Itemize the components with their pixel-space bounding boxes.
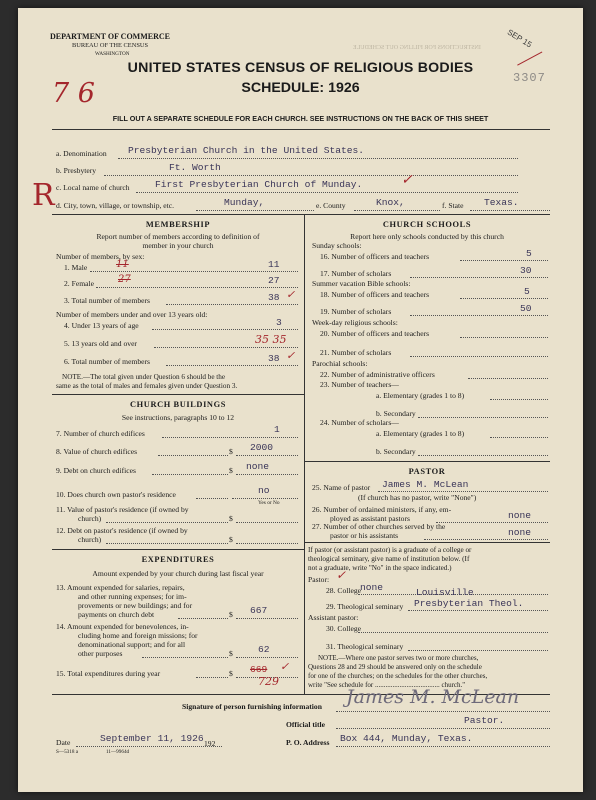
graduate-note-2: theological seminary, give name of institution below. (If bbox=[308, 555, 470, 563]
church-buildings-title: CHURCH BUILDINGS bbox=[130, 400, 226, 409]
total-members-6-label: 6. Total number of members bbox=[64, 357, 151, 366]
form-title: UNITED STATES CENSUS OF RELIGIOUS BODIES bbox=[127, 60, 474, 76]
presbytery-value: Ft. Worth bbox=[169, 162, 221, 173]
assistant-pastor-label: Assistant pastor: bbox=[308, 613, 359, 622]
q13-line-4: payments on church debt bbox=[78, 610, 155, 619]
q30-label: 30. College bbox=[326, 624, 362, 633]
q13-line-3: provements or new buildings; and for bbox=[78, 601, 193, 610]
female-value: 27 bbox=[268, 275, 280, 286]
q8-label: 8. Value of church edifices bbox=[56, 447, 138, 456]
handwritten-check-total-3: ✓ bbox=[286, 288, 296, 301]
pastor-note-2: Questions 28 and 29 should be answered only on the schedule bbox=[308, 663, 482, 671]
denomination-value: Presbyterian Church in the United States. bbox=[128, 145, 365, 156]
schedule-title: SCHEDULE: 1926 bbox=[241, 80, 360, 96]
header-rule bbox=[52, 129, 550, 130]
q19-label: 19. Number of scholars bbox=[320, 307, 392, 316]
q9-amount-line bbox=[236, 474, 298, 475]
under-13-label: 4. Under 13 years of age bbox=[64, 321, 139, 330]
instruction-line: FILL OUT A SEPARATE SCHEDULE FOR EACH CHURCH. SEE INSTRUCTIONS ON THE BACK OF THIS SHEET bbox=[112, 114, 489, 123]
church-buildings-intro: See instructions, paragraphs 10 to 12 bbox=[121, 413, 235, 422]
age-intro-label: Number of members under and over 13 years old: bbox=[56, 310, 208, 319]
membership-note-1: NOTE.—The total given under Question 6 should be the bbox=[62, 373, 226, 381]
q8-amount-line bbox=[236, 455, 298, 456]
q14-amount-line bbox=[236, 657, 298, 658]
sections-top-rule bbox=[52, 214, 550, 215]
membership-intro-1: Report number of members according to definition of bbox=[96, 232, 260, 241]
q30-line bbox=[358, 632, 548, 633]
expenditures-intro: Amount expended by your church during last fiscal year bbox=[92, 569, 264, 578]
form-code-2: 11—9964d bbox=[106, 749, 130, 755]
q10-value: no bbox=[258, 485, 270, 496]
q14-line-2: cluding home and foreign missions; for bbox=[78, 631, 198, 640]
q10-label: 10. Does church own pastor's residence bbox=[56, 490, 176, 499]
q17-value: 30 bbox=[520, 265, 532, 276]
column-divider bbox=[304, 214, 305, 694]
state-label: f. State bbox=[442, 201, 464, 210]
over-13-value: 35 35 bbox=[255, 333, 287, 346]
po-address-line bbox=[336, 746, 550, 747]
q14-line-1: 14. Amount expended for benevolences, in- bbox=[56, 622, 189, 631]
q24b-line bbox=[418, 455, 548, 456]
handwritten-check-total-6: ✓ bbox=[286, 349, 296, 362]
graduate-note-1: If pastor (or assistant pastor) is a graduate of a college or bbox=[308, 546, 472, 554]
q15-dollar: $ bbox=[229, 669, 233, 678]
washington-label: WASHINGTON bbox=[95, 51, 130, 57]
department-label: DEPARTMENT OF COMMERCE bbox=[50, 32, 171, 41]
male-label: 1. Male bbox=[64, 263, 88, 272]
date-label: Date bbox=[56, 738, 71, 747]
q29-label: 29. Theological seminary bbox=[326, 602, 404, 611]
q8-value: 2000 bbox=[250, 442, 274, 453]
signature: James M. McLean bbox=[346, 686, 520, 708]
total-members-3-label: 3. Total number of members bbox=[64, 296, 151, 305]
over-13-line bbox=[154, 347, 298, 348]
female-line bbox=[96, 287, 298, 288]
presbytery-line bbox=[104, 175, 518, 176]
q7-line bbox=[162, 437, 298, 438]
q7-label: 7. Number of church edifices bbox=[56, 429, 145, 438]
po-address-value: Box 444, Munday, Texas. bbox=[340, 733, 473, 744]
q14-line bbox=[142, 657, 228, 658]
buildings-bottom-rule bbox=[52, 549, 304, 550]
census-schedule-sheet bbox=[18, 8, 583, 792]
q31-line bbox=[408, 650, 548, 651]
q10-line bbox=[196, 498, 228, 499]
membership-intro-2: member in your church bbox=[142, 241, 214, 250]
handwritten-number: 7 6 bbox=[52, 78, 95, 109]
q11-label-2: church) bbox=[78, 514, 102, 523]
q26-label-2: ployed as assistant pastors bbox=[330, 514, 410, 523]
q13-line bbox=[178, 618, 228, 619]
local-name-line bbox=[136, 192, 518, 193]
q29-value-line-1: Louisville bbox=[416, 587, 474, 598]
q27-label-2: pastor or his assistants bbox=[330, 531, 399, 540]
q29-value-line-2: Presbyterian Theol. bbox=[414, 598, 524, 609]
q9-line bbox=[152, 474, 228, 475]
q7-value: 1 bbox=[274, 424, 280, 435]
q23b-label: b. Secondary bbox=[376, 409, 416, 418]
total-members-3-value: 38 bbox=[268, 292, 280, 303]
received-stamp-date: SEP 15 bbox=[505, 27, 534, 50]
q18-label: 18. Number of officers and teachers bbox=[320, 290, 430, 299]
q26-value: none bbox=[508, 510, 532, 521]
q10-answer-line bbox=[232, 498, 298, 499]
date-year-prefix: 192 bbox=[204, 739, 216, 748]
graduate-note-3: not a graduate, write "No" in the space indicated.) bbox=[308, 564, 452, 572]
official-title-label: Official title bbox=[286, 720, 326, 729]
q11-dollar: $ bbox=[229, 514, 233, 523]
signature-label: Signature of person furnishing information bbox=[182, 702, 322, 711]
official-title-value: Pastor. bbox=[464, 715, 505, 726]
q14-line-3: denominational support; and for all bbox=[78, 640, 186, 649]
q24b-label: b. Secondary bbox=[376, 447, 416, 456]
city-line bbox=[196, 210, 314, 211]
official-title-line bbox=[336, 728, 550, 729]
presbytery-label: b. Presbytery bbox=[56, 166, 97, 175]
church-schools-intro: Report here only schools conducted by this church bbox=[350, 232, 504, 241]
male-struck-value: 11 bbox=[116, 259, 129, 270]
q17-line bbox=[410, 277, 548, 278]
handwritten-check-pastor: ✓ bbox=[336, 568, 347, 582]
q28-value: none bbox=[360, 582, 384, 593]
q23a-line bbox=[490, 399, 548, 400]
membership-title: MEMBERSHIP bbox=[145, 220, 211, 229]
q13-line-2: and other running expenses; for im- bbox=[78, 592, 187, 601]
state-value: Texas. bbox=[484, 197, 519, 208]
city-label: d. City, town, village, or township, etc. bbox=[56, 201, 175, 210]
bureau-label: BUREAU OF THE CENSUS bbox=[72, 42, 149, 49]
q27-line bbox=[424, 539, 548, 540]
female-label: 2. Female bbox=[64, 279, 94, 288]
handwritten-check-q15: ✓ bbox=[280, 660, 290, 673]
q29-line bbox=[408, 610, 548, 611]
q21-label: 21. Number of scholars bbox=[320, 348, 392, 357]
q22-label: 22. Number of administrative officers bbox=[320, 370, 435, 379]
city-value: Munday, bbox=[224, 197, 265, 208]
q27-label-1: 27. Number of other churches served by the bbox=[312, 522, 446, 531]
members-by-sex-label: Number of members, by sex: bbox=[56, 252, 145, 261]
q20-label: 20. Number of officers and teachers bbox=[320, 329, 430, 338]
q10-hint: Yes or No bbox=[258, 500, 280, 506]
q23-label: 23. Number of teachers— bbox=[320, 380, 399, 389]
q26-line bbox=[436, 522, 548, 523]
q12-amount-line bbox=[236, 543, 298, 544]
denomination-label: a. Denomination bbox=[56, 149, 107, 158]
county-line bbox=[354, 210, 440, 211]
over-13-label: 5. 13 years old and over bbox=[64, 339, 137, 348]
q17-label: 17. Number of scholars bbox=[320, 269, 392, 278]
denomination-line bbox=[118, 158, 518, 159]
q11-label-1: 11. Value of pastor's residence (if owned by bbox=[56, 505, 189, 514]
date-line bbox=[76, 746, 222, 747]
total-members-3-line bbox=[166, 304, 298, 305]
q16-line bbox=[460, 260, 548, 261]
q27-value: none bbox=[508, 527, 532, 538]
q14-value: 62 bbox=[258, 644, 270, 655]
q13-dollar: $ bbox=[229, 610, 233, 619]
total-members-6-value: 38 bbox=[268, 353, 280, 364]
pastor-note-4: write "See schedule for ..................................... church." bbox=[308, 681, 466, 689]
parochial-schools-label: Parochial schools: bbox=[312, 359, 368, 368]
q21-line bbox=[410, 356, 548, 357]
q31-label: 31. Theological seminary bbox=[326, 642, 404, 651]
po-address-label: P. O. Address bbox=[286, 738, 330, 747]
q19-value: 50 bbox=[520, 303, 532, 314]
handwritten-checkmark-local-name: ✓ bbox=[401, 172, 413, 188]
q9-value: none bbox=[246, 461, 270, 472]
handwritten-r-mark: R bbox=[32, 178, 55, 213]
state-line bbox=[470, 210, 550, 211]
church-schools-title: CHURCH SCHOOLS bbox=[382, 220, 472, 229]
q22-line bbox=[468, 378, 548, 379]
q9-label: 9. Debt on church edifices bbox=[56, 466, 136, 475]
male-value: 11 bbox=[268, 259, 280, 270]
q25-label: 25. Name of pastor bbox=[312, 483, 371, 492]
membership-note-2: same as the total of males and females given under Question 3. bbox=[56, 382, 238, 390]
total-members-6-line bbox=[166, 365, 298, 366]
local-name-value: First Presbyterian Church of Munday. bbox=[155, 179, 363, 190]
local-name-label: c. Local name of church bbox=[56, 183, 130, 192]
q13-amount-line bbox=[236, 618, 298, 619]
sunday-schools-label: Sunday schools: bbox=[312, 241, 362, 250]
q20-line bbox=[460, 337, 548, 338]
q12-label-2: church) bbox=[78, 535, 102, 544]
q14-line-4: other purposes bbox=[78, 649, 123, 658]
summer-schools-label: Summer vacation Bible schools: bbox=[312, 279, 411, 288]
date-value: September 11, 1926 bbox=[100, 733, 204, 744]
q25-hint: (If church has no pastor, write "None") bbox=[358, 493, 477, 502]
q24a-label: a. Elementary (grades 1 to 8) bbox=[376, 429, 465, 438]
stamp-serial-number: 3307 bbox=[513, 71, 546, 85]
county-value: Knox, bbox=[376, 197, 405, 208]
female-struck-value: 27 bbox=[118, 274, 131, 285]
q15-struck-value: 669 bbox=[250, 664, 268, 675]
weekday-schools-label: Week-day religious schools: bbox=[312, 318, 398, 327]
membership-bottom-rule bbox=[52, 394, 304, 395]
pastor-note-3: for one of the churches; on the schedules for the other churches, bbox=[308, 672, 488, 680]
q16-label: 16. Number of officers and teachers bbox=[320, 252, 430, 261]
q18-line bbox=[460, 298, 548, 299]
q24-label: 24. Number of scholars— bbox=[320, 418, 399, 427]
county-label: e. County bbox=[316, 201, 346, 210]
bleed-through-text: INSTRUCTIONS FOR FILLING OUT SCHEDULE bbox=[353, 45, 481, 51]
q11-amount-line bbox=[236, 522, 298, 523]
q13-line-1: 13. Amount expended for salaries, repairs, bbox=[56, 583, 185, 592]
pastor-subsection-label: Pastor: bbox=[308, 575, 330, 584]
q23b-line bbox=[418, 417, 548, 418]
schools-bottom-rule bbox=[304, 461, 550, 462]
q25-value: James M. McLean bbox=[382, 479, 469, 490]
q26-label-1: 26. Number of ordained ministers, if any, em- bbox=[312, 505, 452, 514]
q12-line bbox=[106, 543, 228, 544]
q8-line bbox=[158, 455, 228, 456]
q14-dollar: $ bbox=[229, 649, 233, 658]
q13-value: 667 bbox=[250, 605, 268, 616]
q9-dollar: $ bbox=[229, 466, 233, 475]
pastor-title: PASTOR bbox=[408, 467, 446, 476]
male-line bbox=[90, 271, 298, 272]
q12-label-1: 12. Debt on pastor's residence (if owned by bbox=[56, 526, 188, 535]
q12-dollar: $ bbox=[229, 535, 233, 544]
form-code-1: S—5318 a bbox=[56, 749, 79, 755]
q28-label: 28. College bbox=[326, 586, 362, 595]
q15-label: 15. Total expenditures during year bbox=[56, 669, 161, 678]
q25-line bbox=[378, 491, 548, 492]
q24a-line bbox=[490, 437, 548, 438]
q18-value: 5 bbox=[524, 286, 530, 297]
q16-value: 5 bbox=[526, 248, 532, 259]
expenditures-title: EXPENDITURES bbox=[141, 555, 215, 564]
under-13-line bbox=[152, 329, 298, 330]
q15-line bbox=[196, 677, 228, 678]
q15-value: 729 bbox=[258, 675, 279, 688]
pastor-mid-rule bbox=[304, 542, 550, 543]
signature-line bbox=[336, 711, 550, 712]
under-13-value: 3 bbox=[276, 317, 282, 328]
q19-line bbox=[410, 315, 548, 316]
q23a-label: a. Elementary (grades 1 to 8) bbox=[376, 391, 465, 400]
q8-dollar: $ bbox=[229, 447, 233, 456]
q11-line bbox=[106, 522, 228, 523]
pastor-note-1: NOTE.—Where one pastor serves two or more churches, bbox=[318, 654, 479, 662]
